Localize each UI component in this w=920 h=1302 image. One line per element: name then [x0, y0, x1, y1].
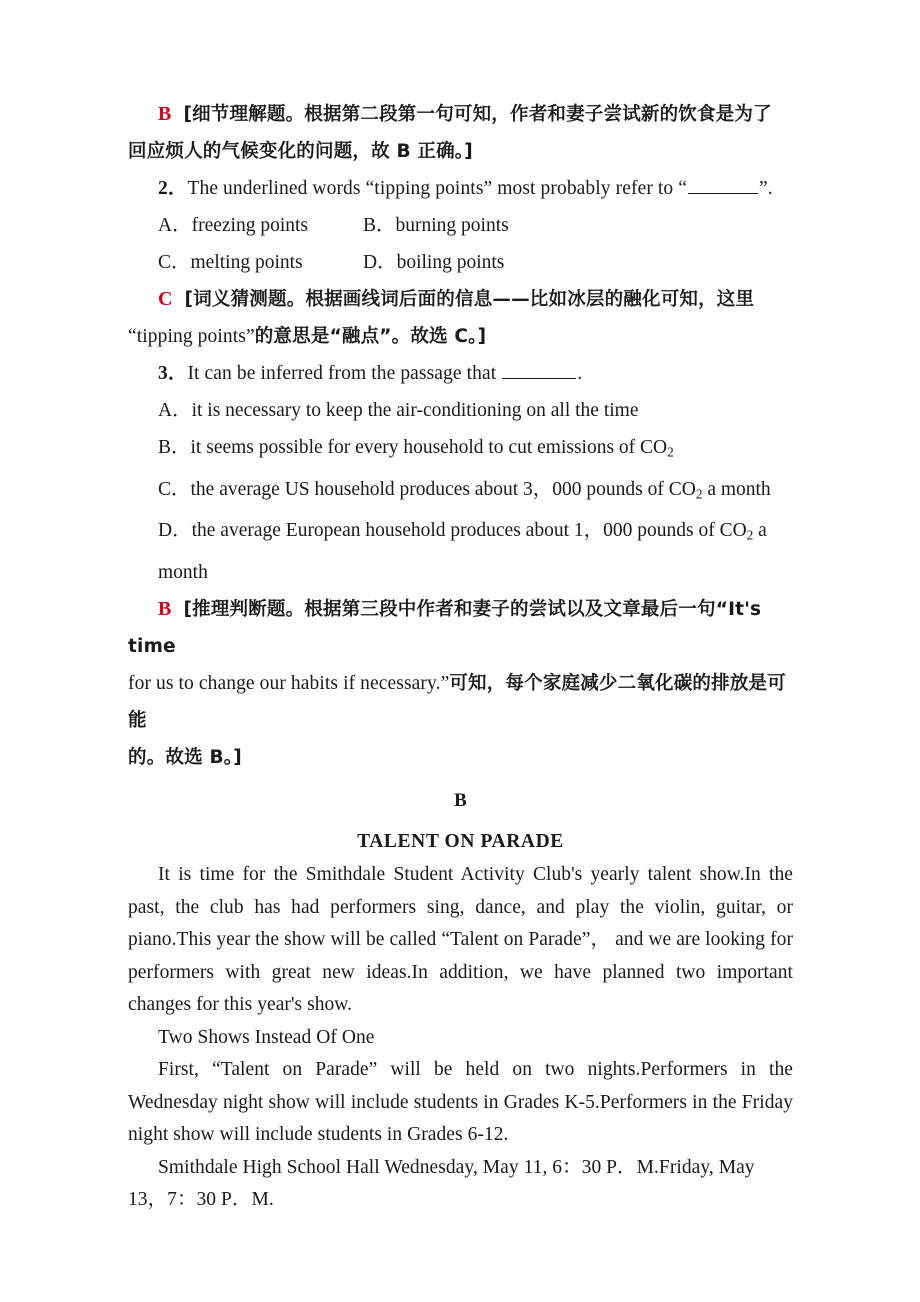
option-label: B．: [158, 437, 191, 458]
question-3-stem-tail: .: [577, 363, 583, 384]
question-2-options-row-1: [128, 207, 793, 244]
question-3-explanation-english: for us to change our habits if necessary.”: [128, 673, 450, 695]
question-3-explanation-line-1: [推理判断题。根据第三段中作者和妻子的尝试以及文章最后一句“It's time: [128, 599, 762, 658]
question-2-answer-blank[interactable]: [688, 176, 758, 194]
page-content: [128, 96, 793, 1217]
option-text: it is necessary to keep the air-conditioning on all the time: [191, 400, 639, 421]
question-1-explanation-line-1: [细节理解题。根据第二段第一句可知，作者和妻子尝试新的饮食是为了: [183, 104, 772, 125]
option-text: it seems possible for every household to cut emissions of CO: [190, 437, 668, 458]
question-3-explanation-line-3: 的。故选 B。]: [128, 747, 242, 769]
question-1-explanation-line-2: 回应烦人的气候变化的问题，故 B 正确。]: [128, 141, 473, 162]
option-text: melting points: [190, 252, 303, 273]
question-2-option-d[interactable]: [363, 244, 504, 281]
question-3-option-b[interactable]: [128, 429, 793, 471]
passage-b-title: TALENT ON PARADE: [357, 831, 564, 853]
option-label: D．: [363, 252, 397, 273]
option-subscript: 2: [746, 528, 754, 544]
passage-b-paragraph-2: First, “Talent on Parade” will be held on two nights.Performers in the Wednesday night show will include students in Grades K-5.Performers in the Friday night show will include students in Grades 6-12.: [128, 1059, 793, 1146]
question-2-explanation-line-2: 的意思是“融点”。故选 C。]: [254, 326, 487, 347]
passage-b-section-label: B: [454, 790, 467, 812]
option-label: C．: [158, 252, 191, 273]
question-2-explanation-quote: “tipping points”: [128, 326, 255, 347]
answer-letter-q3: B: [158, 598, 172, 621]
question-3-explanation-cont-1: [128, 665, 793, 739]
option-label: B．: [363, 215, 396, 236]
option-text: burning points: [395, 215, 509, 236]
option-subscript: 2: [667, 444, 674, 460]
question-2-stem-tail: ”.: [759, 178, 773, 199]
option-text: the average European household produces about 1，000 pounds of CO: [191, 520, 747, 542]
question-2-option-b[interactable]: [363, 207, 509, 244]
option-label: A．: [158, 400, 192, 421]
question-3-option-c[interactable]: [128, 471, 793, 513]
option-text-tail: a month: [158, 520, 767, 584]
question-3-explanation-cont-2: [128, 739, 793, 776]
question-3-stem: [128, 355, 793, 392]
question-1-explanation-cont: [128, 133, 793, 170]
option-label: A．: [158, 215, 192, 236]
question-1-answer-block: [128, 96, 793, 133]
question-2-answer-block: [128, 281, 793, 318]
question-2-explanation-cont: [128, 318, 793, 355]
question-2-number: 2．: [158, 178, 188, 199]
passage-b-paragraph-3: Smithdale High School Hall Wednesday, May 11, 6：30 P．M.Friday, May 13，7：30 P．M.: [128, 1156, 755, 1211]
option-text: boiling points: [396, 252, 505, 273]
question-3-stem-text: It can be inferred from the passage that: [187, 363, 502, 384]
question-2-option-a[interactable]: [158, 207, 363, 244]
question-3-answer-block: [128, 591, 793, 665]
option-text-tail: a month: [702, 478, 771, 500]
option-label: D．: [158, 520, 192, 542]
question-3-option-a[interactable]: [128, 392, 793, 429]
option-subscript: 2: [695, 486, 703, 502]
question-2-explanation-line-1: [词义猜测题。根据画线词后面的信息——比如冰层的融化可知，这里: [184, 289, 755, 310]
question-2-stem-text: The underlined words “tipping points” most probably refer to “: [187, 178, 687, 199]
question-2-option-c[interactable]: [158, 244, 363, 281]
option-text: freezing points: [191, 215, 309, 236]
passage-b-subheading: Two Shows Instead Of One: [158, 1026, 375, 1048]
option-label: C．: [158, 478, 191, 500]
question-3-answer-blank[interactable]: [502, 361, 576, 379]
answer-letter-q1: B: [158, 103, 172, 125]
question-2-stem: [128, 170, 793, 207]
passage-b-paragraph-1: It is time for the Smithdale Student Activity Club's yearly talent show.In the past, the club has had performers sing, dance, and play the violin, guitar, or piano.This year the show will be called “Talent on Parade”， and we are looking for performers with great new ideas.In addition, we have planned two important changes for this year's show.: [128, 864, 793, 1016]
question-3-option-d[interactable]: [128, 512, 793, 591]
question-3-number: 3．: [158, 363, 188, 384]
option-text: the average US household produces about 3，000 pounds of CO: [190, 478, 696, 500]
question-3-explanation-chinese: 可知，每个家庭减少二氧化碳的排放是可能: [128, 673, 786, 732]
question-2-options-row-2: [128, 244, 793, 281]
answer-letter-q2: C: [158, 288, 173, 310]
